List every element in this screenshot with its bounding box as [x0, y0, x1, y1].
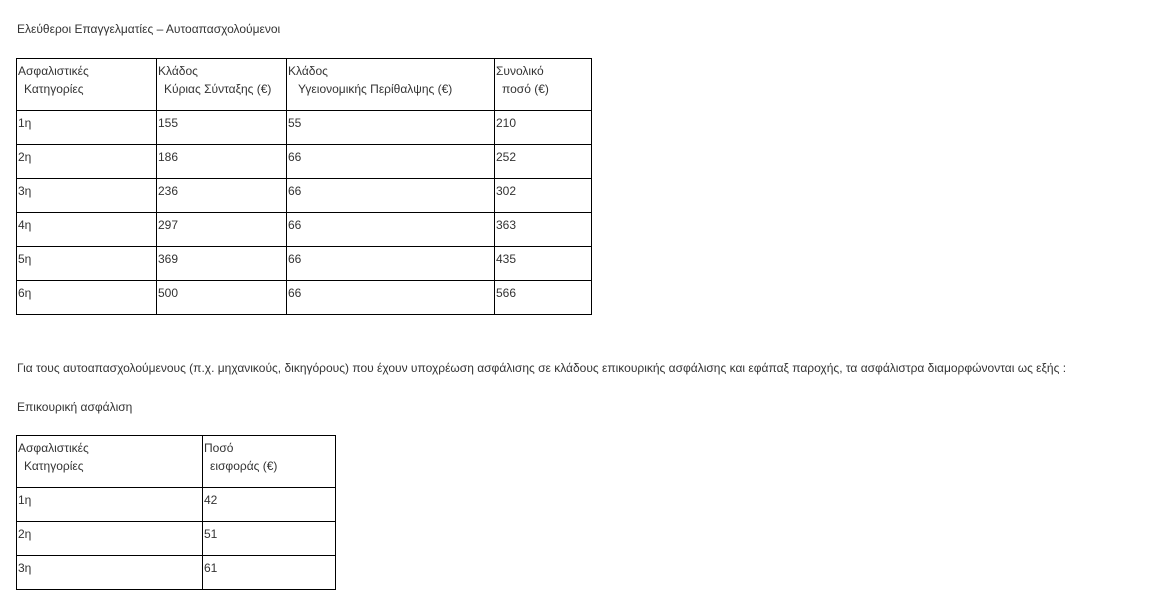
health-cell: 66 — [287, 281, 495, 315]
category-cell: 3η — [17, 556, 203, 590]
pension-cell: 297 — [157, 213, 287, 247]
table-row — [17, 488, 336, 522]
health-cell: 55 — [287, 111, 495, 145]
header-cell-categories: Ασφαλιστικές Κατηγορίες — [17, 436, 203, 488]
category-cell: 1η — [17, 488, 203, 522]
section-title-freelancers: Ελεύθεροι Επαγγελματίες – Αυτοαπασχολούμενοι — [17, 22, 281, 36]
health-cell: 66 — [287, 145, 495, 179]
pension-cell: 369 — [157, 247, 287, 281]
total-cell: 302 — [495, 179, 592, 213]
table-row — [17, 179, 592, 213]
total-cell: 363 — [495, 213, 592, 247]
amount-cell: 42 — [203, 488, 336, 522]
category-cell: 5η — [17, 247, 157, 281]
section-title-supplementary: Επικουρική ασφάλιση — [17, 400, 133, 414]
category-cell: 2η — [17, 145, 157, 179]
contributions-table — [16, 58, 592, 315]
pension-cell: 155 — [157, 111, 287, 145]
category-cell: 4η — [17, 213, 157, 247]
health-cell: 66 — [287, 179, 495, 213]
total-cell: 210 — [495, 111, 592, 145]
header-cell-total: Συνολικό ποσό (€) — [495, 59, 592, 111]
table-row — [17, 145, 592, 179]
table-row — [17, 556, 336, 590]
total-cell: 252 — [495, 145, 592, 179]
pension-cell: 500 — [157, 281, 287, 315]
header-cell-categories: Ασφαλιστικές Κατηγορίες — [17, 59, 157, 111]
health-cell: 66 — [287, 213, 495, 247]
category-cell: 1η — [17, 111, 157, 145]
category-cell: 2η — [17, 522, 203, 556]
table-row — [17, 111, 592, 145]
header-cell-amount: Ποσό εισφοράς (€) — [203, 436, 336, 488]
paragraph-supplementary-note: Για τους αυτοαπασχολούμενους (π.χ. μηχανικούς, δικηγόρους) που έχουν υποχρέωση ασφάλισης σε κλάδους επικουρικής ασφάλισης και εφάπαξ παροχής, τα ασφάλιστρα διαμορφώνονται ως εξής : — [17, 361, 1067, 375]
table-row — [17, 247, 592, 281]
amount-cell: 61 — [203, 556, 336, 590]
supplementary-table — [16, 435, 336, 590]
table-row — [17, 522, 336, 556]
total-cell: 566 — [495, 281, 592, 315]
header-cell-health: Κλάδος Υγειονομικής Περίθαλψης (€) — [287, 59, 495, 111]
health-cell: 66 — [287, 247, 495, 281]
table-row — [17, 281, 592, 315]
pension-cell: 236 — [157, 179, 287, 213]
table-header-row — [17, 436, 336, 488]
category-cell: 3η — [17, 179, 157, 213]
table-row — [17, 213, 592, 247]
amount-cell: 51 — [203, 522, 336, 556]
pension-cell: 186 — [157, 145, 287, 179]
total-cell: 435 — [495, 247, 592, 281]
category-cell: 6η — [17, 281, 157, 315]
table-header-row — [17, 59, 592, 111]
header-cell-pension: Κλάδος Κύριας Σύνταξης (€) — [157, 59, 287, 111]
